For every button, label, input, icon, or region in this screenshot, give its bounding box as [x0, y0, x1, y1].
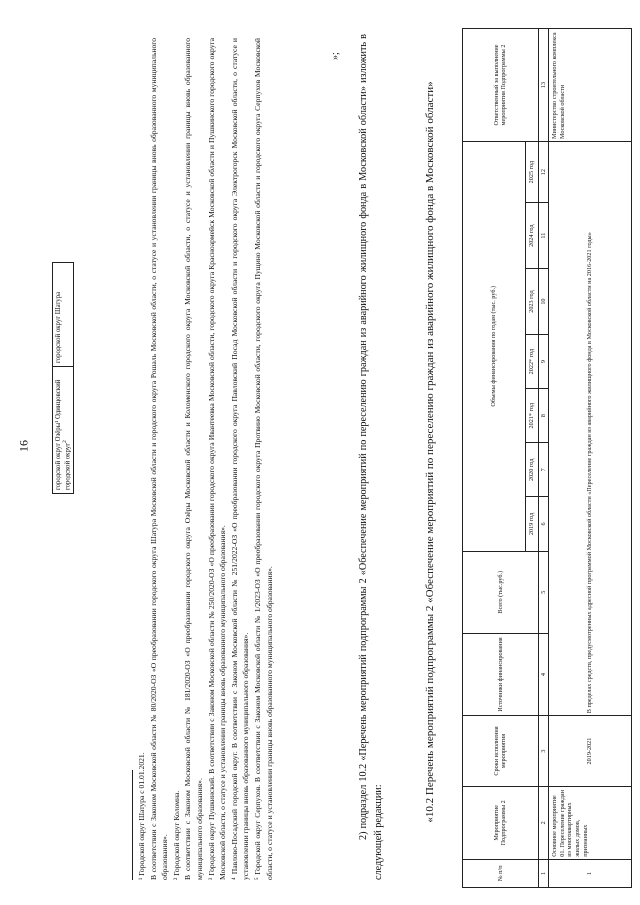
footnote-4: ⁴ Павлово-Посадский городской округ. В соответствии с Законом Московской области № 251/2022-ОЗ «О преобразовании городского округа Павловский Посад Московской области и городского округа Электрогорск Московской области, о статусе и установлении границы вновь образованного муниципального образования».	[229, 38, 251, 880]
year-header: 2020 год	[526, 443, 539, 497]
section-title: «10.2 Перечень мероприятий подпрограммы 2 «Обеспечение мероприятий по переселению граждан из аварийного жилищного фонда в Московской области»	[424, 81, 436, 823]
column-numbers-row	[538, 29, 549, 888]
column-number: 4	[538, 633, 549, 715]
column-number: 2	[538, 786, 549, 859]
amendment-paragraph: 2) подраздел 10.2 «Перечень мероприятий подпрограммы 2 «Обеспечение мероприятий по переселению граждан из аварийного жилищного фонда в Московской области» изложить в следующей редакции:	[358, 34, 384, 880]
quote-end: »;	[330, 52, 341, 60]
municipality-new-cell: городской округ Шатура	[53, 263, 74, 367]
header-source: Источники финансирования	[463, 633, 539, 715]
row-num: 1	[549, 859, 632, 887]
municipality-old-cell	[53, 366, 74, 493]
footnote-3: ³ Городской округ Пушкинский. В соответствии с Законом Московской области № 250/2020-ОЗ «О преобразовании городского округа Ивантеевка Московской области, городского округа Красноармейск Московской области и Пушкинского городского округа Московской области, о статусе и установлении границы вновь образованного муниципального образования».	[206, 38, 228, 880]
column-number: 9	[538, 335, 549, 389]
footnotes	[136, 38, 275, 880]
column-number: 10	[538, 269, 549, 335]
table-row	[549, 29, 632, 888]
municipality-table	[52, 262, 74, 494]
column-number: 7	[538, 443, 549, 497]
rotated-page	[40, 12, 640, 892]
column-number: 8	[538, 389, 549, 443]
header-event: Мероприятие Подпрограммы 2	[463, 786, 539, 859]
year-header: 2024 год	[526, 203, 539, 269]
column-number: 1	[538, 859, 549, 887]
year-header: 2023 год	[526, 269, 539, 335]
footnote-2: ² Городской округ Коломна.	[171, 790, 181, 880]
footnote-5: ⁵ Городской округ Серпухов. В соответствии с Законом Московской области № 1/2023-ОЗ «О преобразовании городского округа Протвино Московской области, городского округа Пущино Московской области и городского округа Серпухов Московской области, о статусе и установлении границы вновь образованного муниципального образования».	[252, 38, 274, 880]
row-terms: 2019-2021	[549, 716, 632, 787]
year-header: 2021* год	[526, 389, 539, 443]
measures-table	[462, 28, 632, 888]
footnote-1-text: В соответствии с Законом Московской области № 80/2020-ОЗ «О преобразовании городского округа Шатура Московской области и городского округа Рошаль Московской области, о статусе и установлении границы вновь образованного муниципального образования».	[148, 38, 170, 880]
header-total: Всего (тыс.руб.)	[463, 551, 539, 633]
row-event: Основное мероприятие 01. Переселение граждан из многоквартирных жилых домов, признанных	[549, 786, 632, 859]
header-responsible: Ответственный за выполнение мероприятия Подпрограммы 2	[463, 29, 539, 142]
footnote-separator	[132, 770, 133, 880]
column-number: 12	[538, 142, 549, 203]
page-number: 16	[16, 440, 31, 452]
header-terms: Сроки исполнения мероприятия	[463, 716, 539, 787]
header-volumes: Объемы финансирования по годам (тыс. руб.)	[463, 142, 526, 552]
column-number: 3	[538, 716, 549, 787]
year-header: 2022* год	[526, 335, 539, 389]
year-header: 2025 год	[526, 142, 539, 203]
footnote-marker: 2	[62, 440, 68, 444]
year-header: 2019 год	[526, 497, 539, 551]
footnote-2-text: В соответствии с Законом Московской области № 181/2020-ОЗ «О преобразовании городского округа Озёры Московской области и Коломенского городского округа Московской области, о статусе и установлении границы вновь образованного муниципального образования».	[183, 38, 204, 880]
table-header-row	[463, 29, 526, 888]
column-number: 5	[538, 551, 549, 633]
municipality-old-name: городской округ Озёры¹ Одинцовский городской округ	[55, 379, 72, 490]
row-funding-note: В пределах средств, предусмотренных адресной программой Московской области «Переселение граждан из аварийного жилищного фонда в Московской области на 2016-2021 годы»	[549, 142, 632, 716]
footnote-1: ¹ Городской округ Шатура с 01.01.2021.	[137, 752, 146, 880]
column-number: 11	[538, 203, 549, 269]
column-number: 6	[538, 497, 549, 551]
row-responsible: Министерство строительного комплекса Московской области	[549, 29, 632, 142]
header-num: № п/п	[463, 859, 539, 887]
column-number: 13	[538, 29, 549, 142]
